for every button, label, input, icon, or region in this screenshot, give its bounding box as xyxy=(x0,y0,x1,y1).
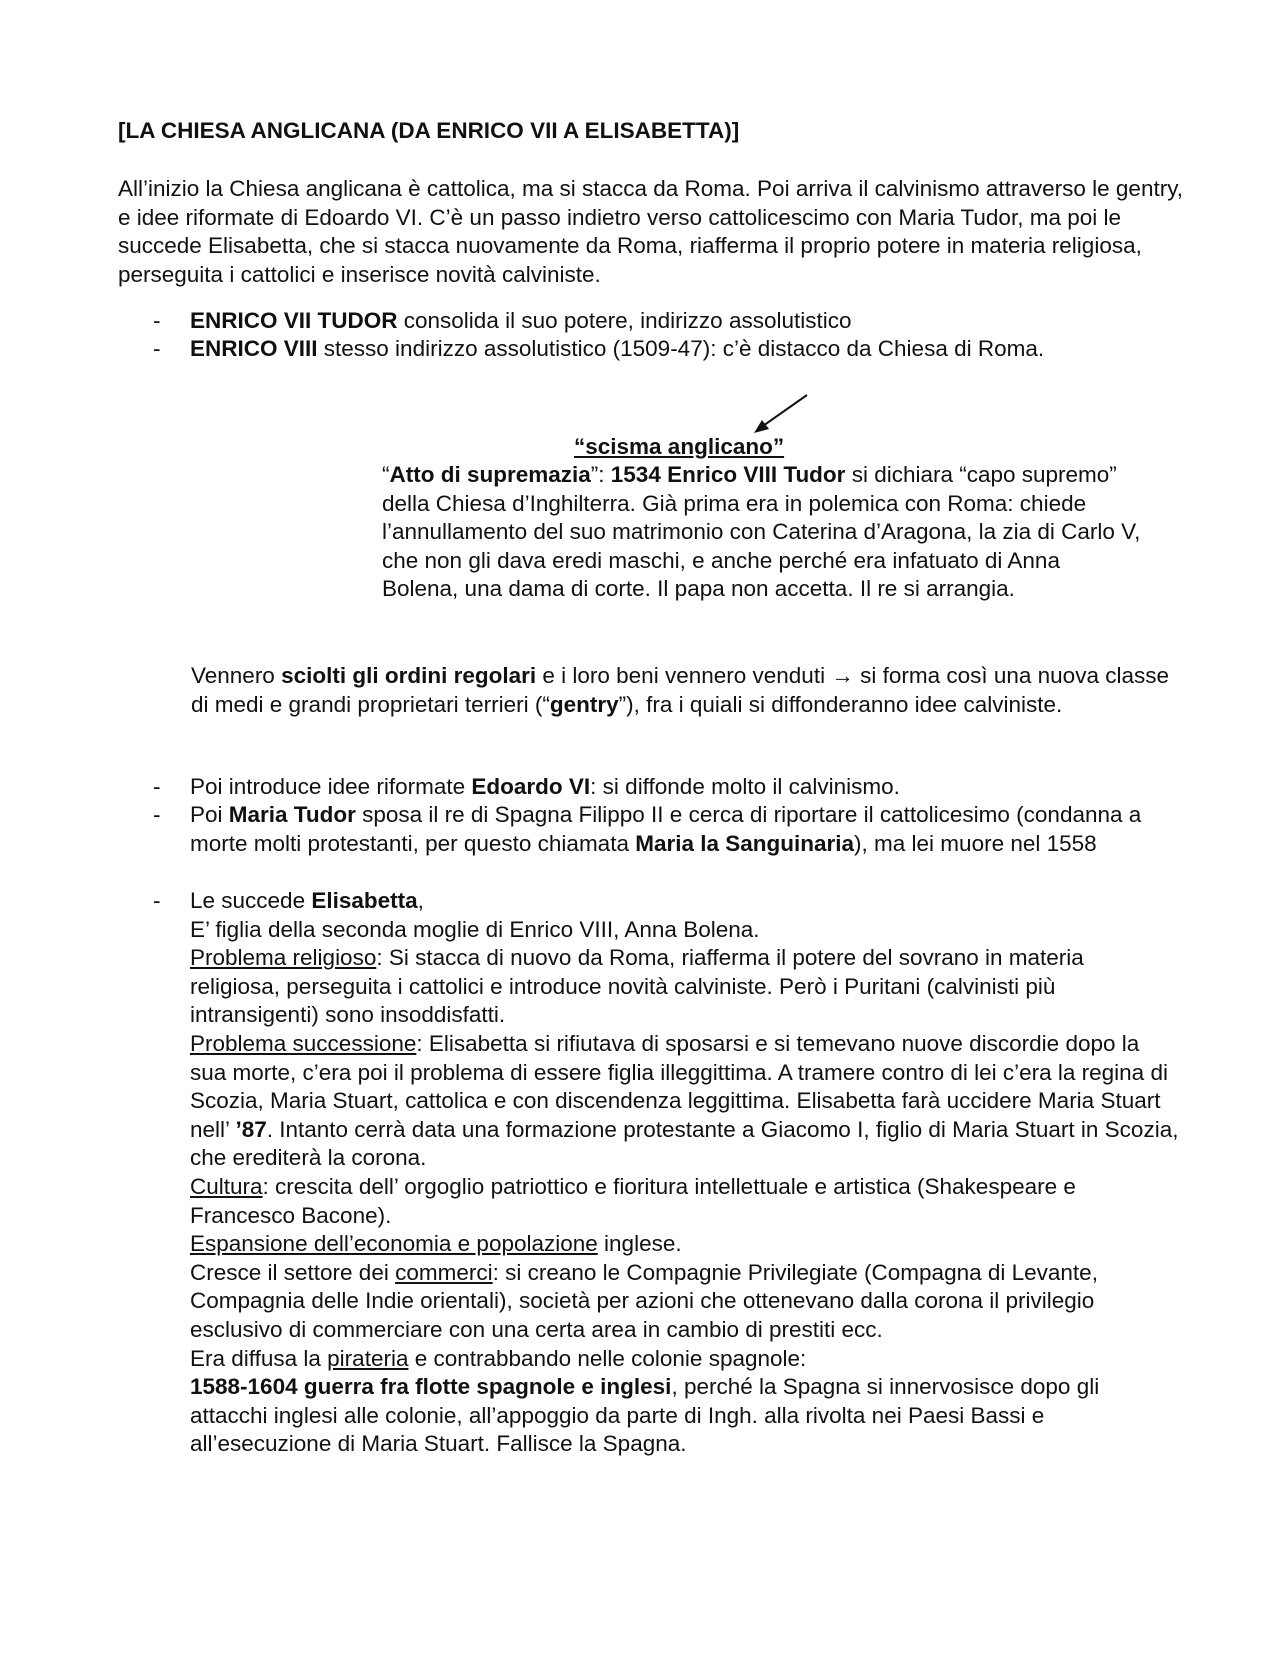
bullet-elisabetta xyxy=(190,887,1180,1459)
bullet-enrico-viii: ENRICO VIII stesso indirizzo assolutistico (1509-47): c’è distacco da Chiesa di Roma. xyxy=(190,336,1045,361)
bullet-dash: - xyxy=(153,336,161,361)
bullet-maria-tudor: Poi Maria Tudor sposa il re di Spagna Filippo II e cerca di riportare il cattolicesimo (condanna a morte molti protestanti, per questo chiamata Maria la Sanguinaria), ma lei muore nel 1558 xyxy=(190,802,1142,856)
arrow-right-icon: → xyxy=(831,663,854,688)
problema-successione: Problema successione: Elisabetta si rifiutava di sposarsi e si temevano nuove discordie dopo la sua morte, c’era poi il problema di essere figlia illeggittima. A tramere contro di lei c’era la regina di Scozia, Maria Stuart, cattolica e con discendenza leggittima. Elisabetta farà uccidere Maria Stuart nell’ ’87. Intanto cerrà data una formazione protestante a Giacomo I, figlio di Maria Stuart in Scozia, che erediterà la corona. xyxy=(190,1030,1179,1171)
elisabetta-parentage: E’ figlia della seconda moglie di Enrico VIII, Anna Bolena. xyxy=(190,916,760,942)
espansione-economia: Espansione dell’economia e popolazione inglese. xyxy=(190,1231,682,1257)
bullet-dash: - xyxy=(153,308,161,333)
cultura: Cultura: crescita dell’ orgoglio patriottico e fioritura intellettuale e artistica (Shakespeare e Francesco Bacone). xyxy=(190,1173,1076,1228)
atto-supremazia-paragraph: “Atto di supremazia”: 1534 Enrico VIII Tudor si dichiara “capo supremo” della Chiesa d’Inghilterra. Già prima era in polemica con Roma: chiede l’annullamento del suo matrimonio con Caterina d’Aragona, la zia di Carlo V, che non gli dava eredi maschi, e anche perché era infatuato di Anna Bolena, una dama di corte. Il papa non accetta. Il re si arrangia. xyxy=(382,462,1141,602)
pirateria: Era diffusa la pirateria e contrabbando nelle colonie spagnole: xyxy=(190,1345,807,1371)
intro-paragraph: All’inizio la Chiesa anglicana è cattolica, ma si stacca da Roma. Poi arriva il calvinismo attraverso le gentry, e idee riformate di Edoardo VI. C’è un passo indietro verso cattolicescimo con Maria Tudor, ma poi le succede Elisabetta, che si stacca nuovamente da Roma, riafferma il proprio potere in materia religiosa, perseguita i cattolici e inserisce novità calviniste. xyxy=(118,176,1184,287)
bullet-dash: - xyxy=(153,774,161,799)
bullet-enrico-vii: ENRICO VII TUDOR consolida il suo potere, indirizzo assolutistico xyxy=(190,308,852,333)
gentry-paragraph: Vennero sciolti gli ordini regolari e i loro beni vennero venduti → si forma così una nuova classe di medi e grandi proprietari terrieri (“gentry”), fra i quiali si diffonderanno idee calviniste. xyxy=(191,663,1169,717)
elisabetta-intro-line: Le succede Elisabetta, xyxy=(190,888,424,913)
bullet-dash: - xyxy=(153,888,161,913)
guerra-flotte: 1588-1604 guerra fra flotte spagnole e inglesi, perché la Spagna si innervosisce dopo gli attacchi inglesi alle colonie, all’appoggio da parte di Ingh. alla rivolta nei Paesi Bassi e all’esecuzione di Maria Stuart. Fallisce la Spagna. xyxy=(190,1374,1100,1457)
commerci: Cresce il settore dei commerci: si creano le Compagnie Privilegiate (Compagna di Levante, Compagnia delle Indie orientali), società per azioni che ottenevano dalla corona il privilegio esclusivo di commerciare con una certa area in cambio di prestiti ecc. xyxy=(190,1259,1098,1342)
scisma-heading: “scisma anglicano” xyxy=(574,434,785,459)
bullet-dash: - xyxy=(153,802,161,827)
document-title: [LA CHIESA ANGLICANA (DA ENRICO VII A ELISABETTA)] xyxy=(118,118,740,143)
arrow-down-left-icon xyxy=(752,392,812,438)
bullet-edoardo-vi: Poi introduce idee riformate Edoardo VI: si diffonde molto il calvinismo. xyxy=(190,774,900,799)
problema-religioso: Problema religioso: Si stacca di nuovo da Roma, riafferma il potere del sovrano in materia religiosa, perseguita i cattolici e introduce novità calviniste. Però i Puritani (calvinisti più intransigenti) sono insoddisfatti. xyxy=(190,945,1084,1028)
